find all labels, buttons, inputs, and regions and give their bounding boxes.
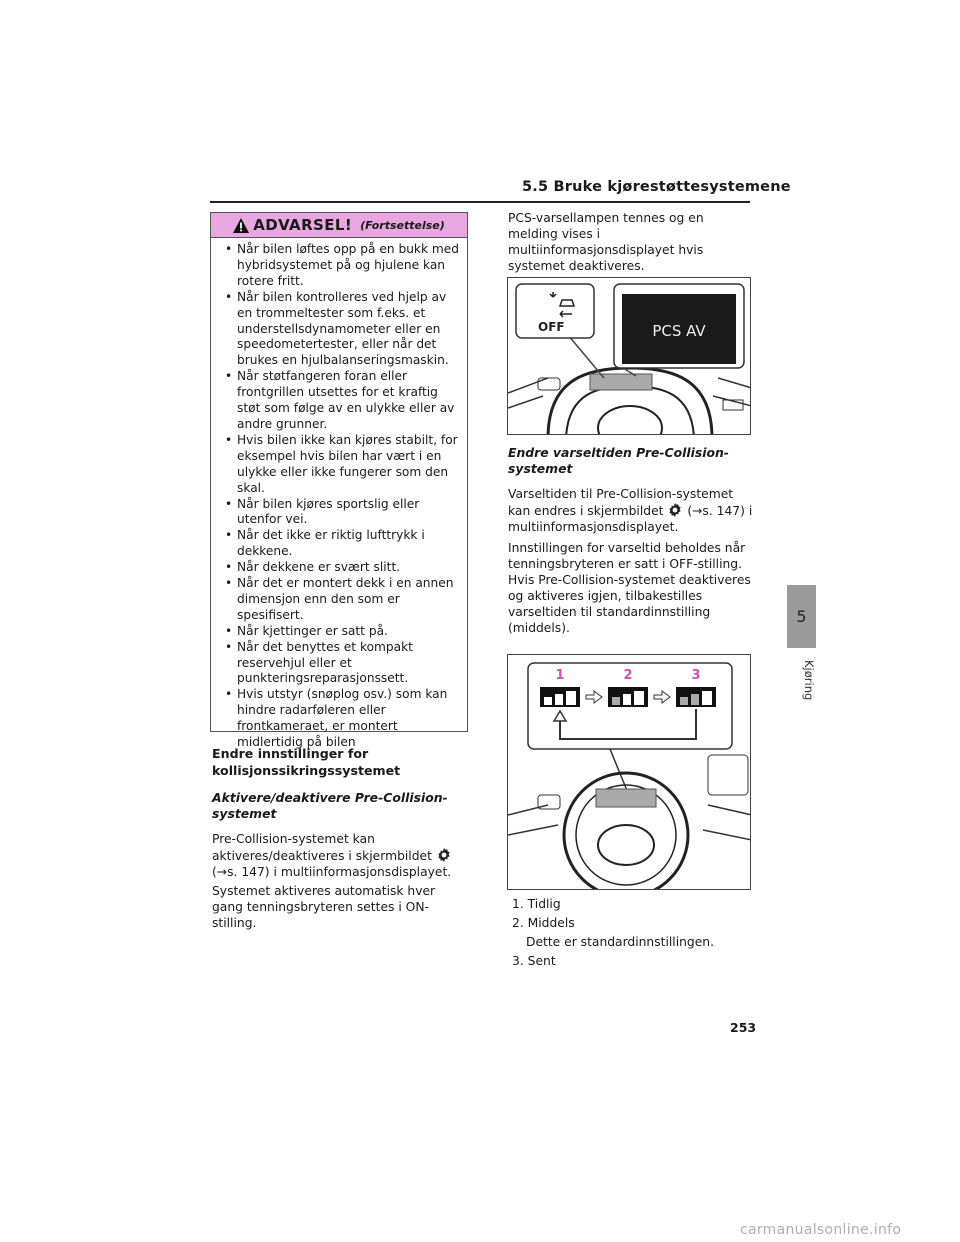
section-title: 5.5 Bruke kjørestøttesystemene: [522, 179, 791, 195]
timing-label-3: 3: [691, 668, 701, 683]
chapter-number: 5: [796, 607, 807, 626]
warning-header: [211, 213, 467, 238]
warning-box: [210, 212, 468, 750]
chapter-label: Kjøring: [802, 660, 816, 701]
display-message: PCS AV: [652, 322, 706, 340]
timing-level-late-icon: [676, 687, 716, 707]
list-item: • Når bilen løftes opp på en bukk med hybridsystemet på og hjulene kan rotere fritt.: [225, 242, 463, 290]
list-item: • Når det ikke er riktig lufttrykk i dekkene.: [225, 528, 463, 560]
pcs-off-figure: [507, 277, 751, 435]
list-item: • Når det benyttes et kompakt reservehjul eller et punkteringsreparasjonssett.: [225, 640, 463, 688]
warning-continued: (Fortsettelse): [360, 218, 445, 232]
list-item: Dette er standardinnstillingen.: [526, 935, 714, 949]
list-item: 1. Tidlig: [512, 897, 561, 911]
arrow-right-icon: [586, 691, 602, 703]
footer-watermark: carmanualsonline.info: [740, 1222, 902, 1238]
gear-icon: [667, 502, 683, 518]
arrow-right-icon: [654, 691, 670, 703]
activate-paragraph: Pre-Collision-systemet kan aktiveres/deaktiveres i skjermbildet (→s. 147) i multiinformasjonsdisplayet.: [212, 832, 452, 879]
settings-heading: Endre innstillinger for kollisjonssikringssystemet: [212, 746, 401, 778]
chapter-tab: [787, 585, 816, 648]
timing-label-1: 1: [555, 668, 565, 683]
list-item: • Når støtfangeren foran eller frontgrillen utsettes for et kraftig støt som følge av en ulykke eller av andre grunner.: [225, 369, 463, 433]
list-item: • Når kjettinger er satt på.: [225, 624, 463, 640]
warning-list: [211, 238, 467, 751]
timing-illustration: [508, 655, 751, 890]
list-item: • Hvis utstyr (snøplog osv.) som kan hindre radarføleren eller frontkameraet, er montert midlertidig på bilen: [225, 687, 463, 751]
timing-paragraph: Varseltiden til Pre-Collision-systemet kan endres i skjermbildet (→s. 147) i multiinformasjonsdisplayet.: [508, 487, 753, 534]
warning-timing-figure: [507, 654, 751, 890]
pcs-lamp-paragraph: PCS-varsellampen tennes og en melding vises i multiinformasjonsdisplayet hvis systemet deaktiveres.: [508, 211, 704, 273]
timing-level-early-icon: [540, 687, 580, 707]
list-item: • Når bilen kjøres sportslig eller utenfor vei.: [225, 497, 463, 529]
warning-triangle-icon: [233, 218, 249, 233]
timing-options-list: [512, 895, 756, 971]
timing-subheading: Endre varseltiden Pre-Collision-systemet: [508, 445, 729, 476]
list-item: • Hvis bilen ikke kan kjøres stabilt, for eksempel hvis bilen har vært i en ulykke eller ikke fungerer som den skal.: [225, 433, 463, 497]
activate-subheading: Aktivere/deaktivere Pre-Collision-systemet: [212, 790, 448, 821]
dashboard-illustration: [508, 278, 751, 435]
list-item: • Når det er montert dekk i en annen dimensjon enn den som er spesifisert.: [225, 576, 463, 624]
list-item: • Når dekkene er svært slitt.: [225, 560, 463, 576]
auto-activate-paragraph: Systemet aktiveres automatisk hver gang tenningsbryteren settes i ON-stilling.: [212, 884, 436, 930]
gear-icon: [436, 847, 452, 863]
list-item: 3. Sent: [512, 954, 556, 968]
timing-label-2: 2: [623, 668, 633, 683]
lamp-off-text: OFF: [538, 320, 565, 334]
timing-retention-paragraph: Innstillingen for varseltid beholdes når tenningsbryteren er satt i OFF-stilling. Hvis Pre-Collision-systemet deaktiveres og aktiveres igjen, tilbakestilles varseltiden til standardinnstilling (middels).: [508, 541, 751, 635]
header-divider: [210, 201, 750, 203]
page-number: 253: [730, 1020, 757, 1035]
warning-title: ADVARSEL!: [253, 216, 353, 234]
timing-level-medium-icon: [608, 687, 648, 707]
list-item: • Når bilen kontrolleres ved hjelp av en trommeltester som f.eks. et understellsdynamometer eller en speedometertester, eller når det brukes en hjulbalanseringsmaskin.: [225, 290, 463, 370]
list-item: 2. Middels: [512, 916, 575, 930]
